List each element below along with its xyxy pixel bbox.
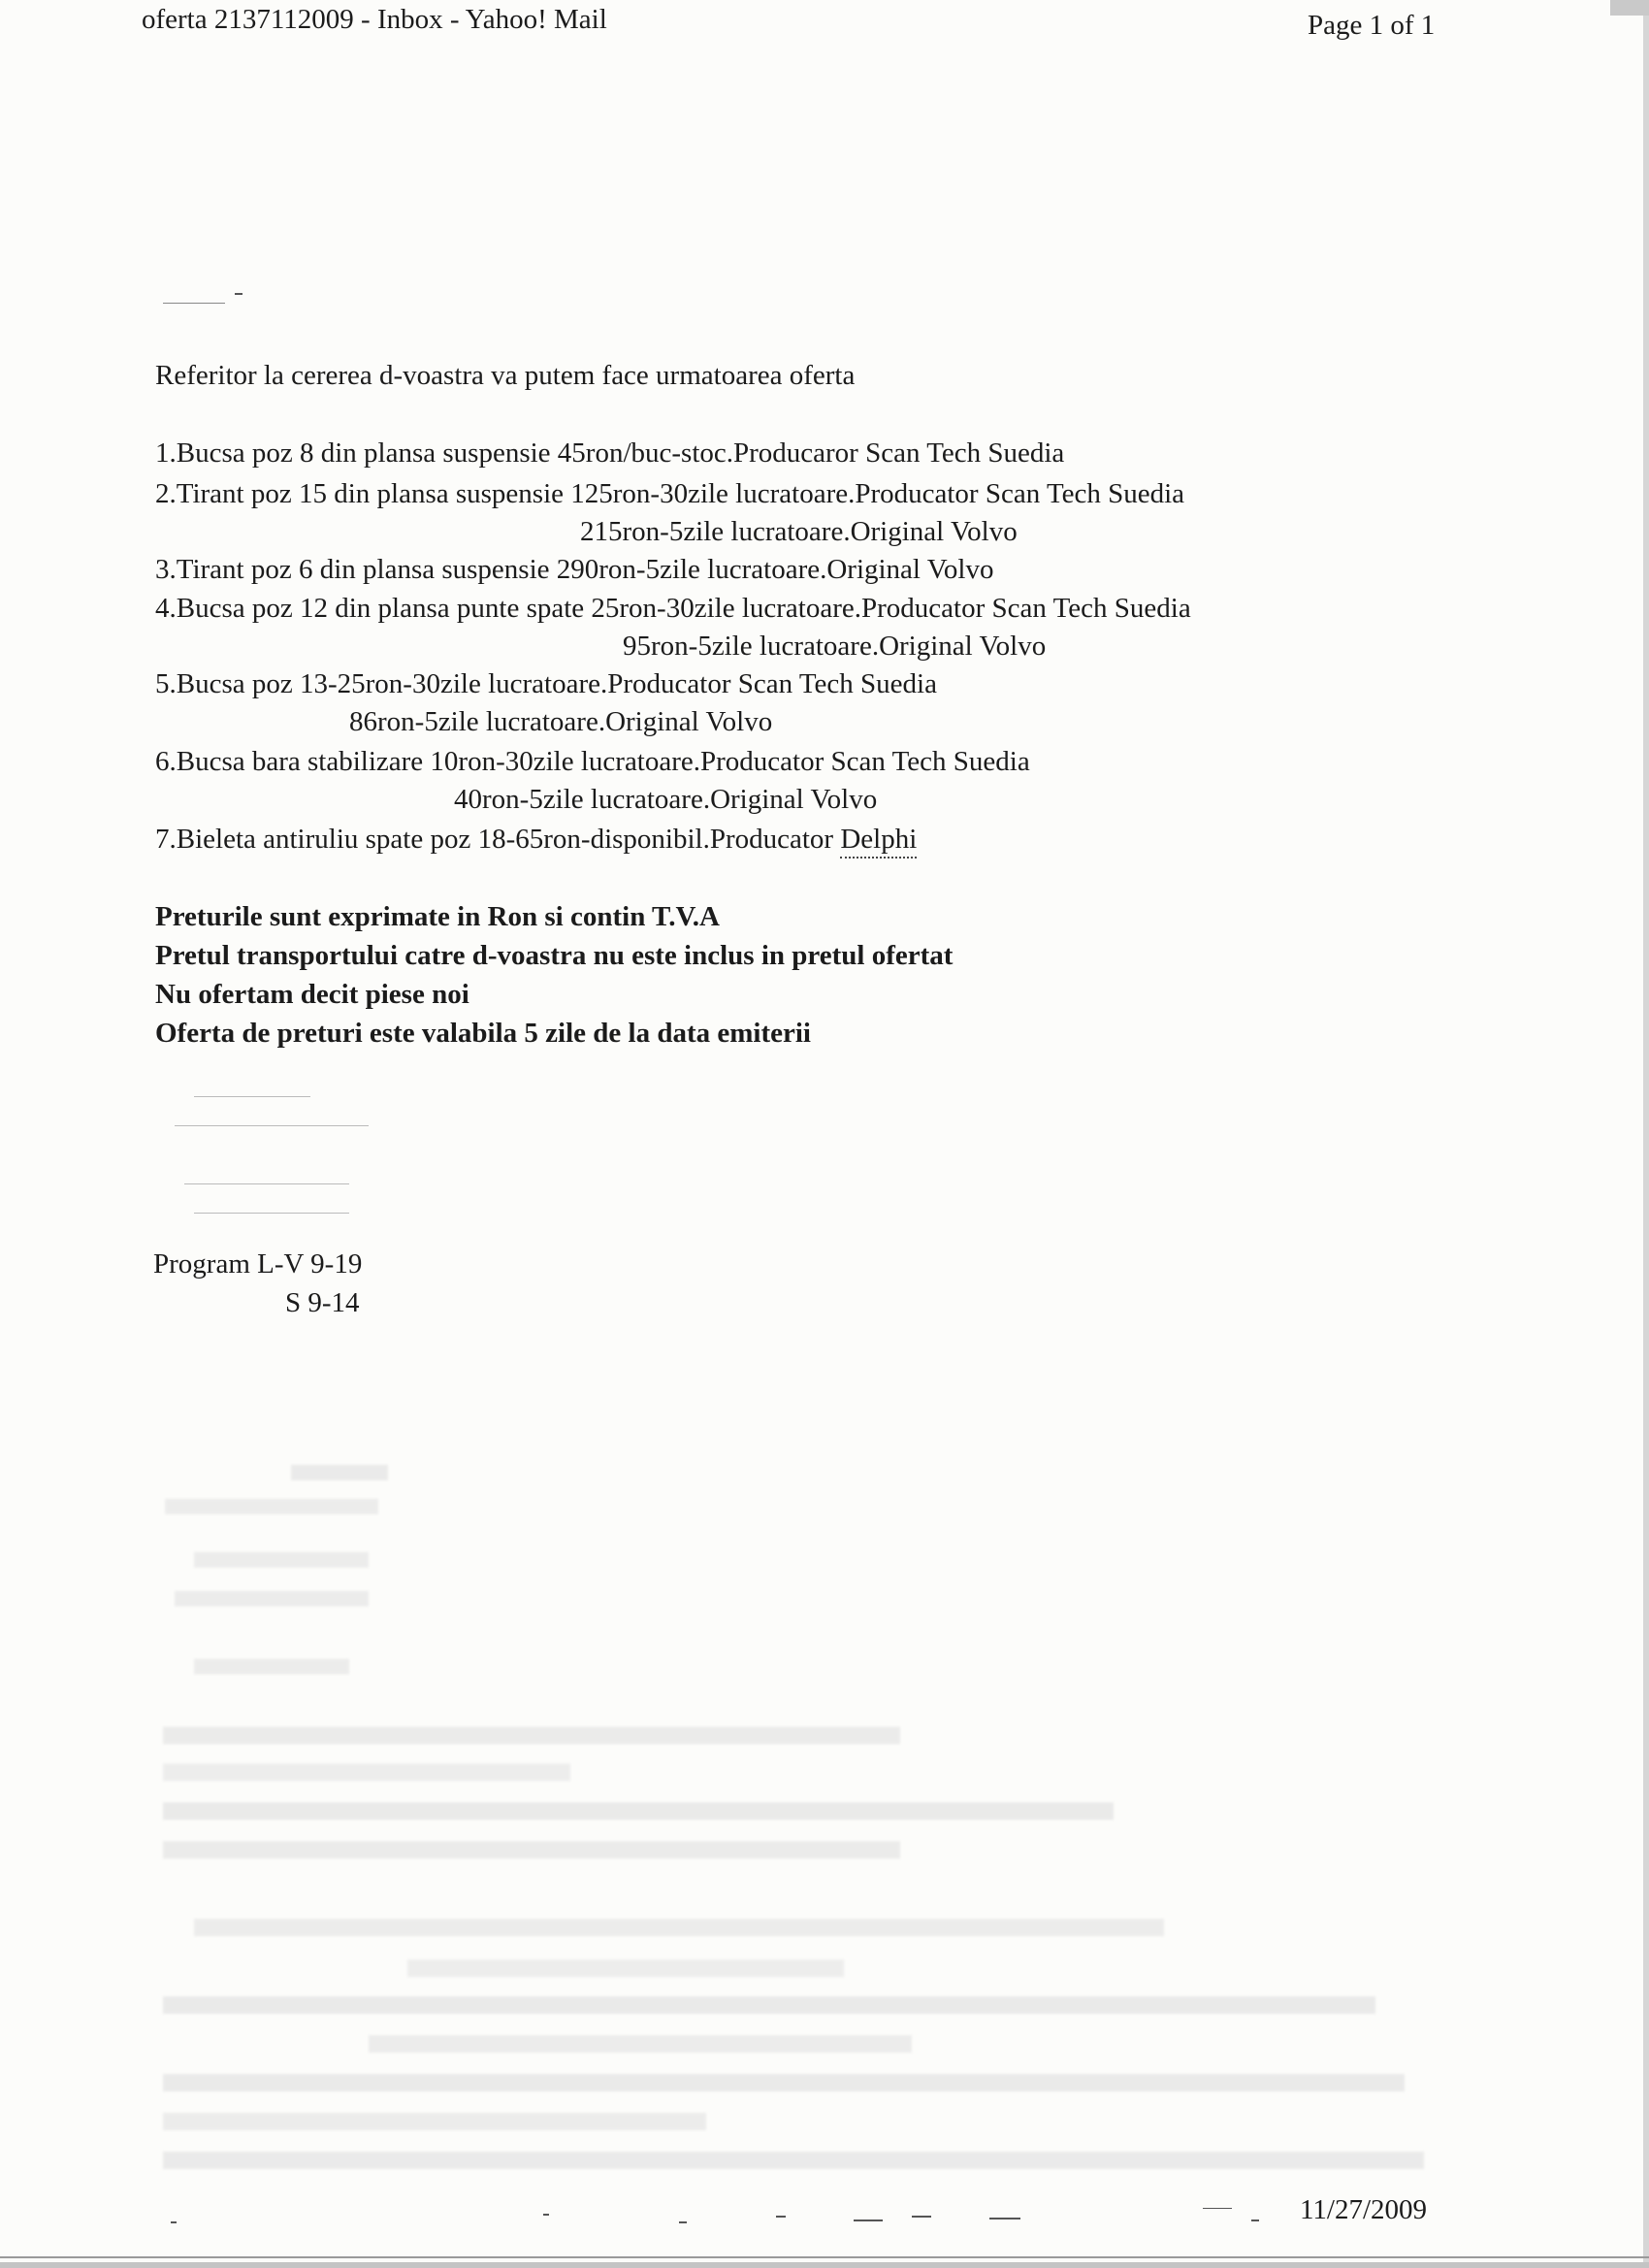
bleed-through [369,2035,912,2053]
note-line: Pretul transportului catre d-voastra nu este inclus in pretul ofertat [155,940,954,971]
bleed-through [175,1591,369,1606]
offer-item: 3.Tirant poz 6 din plansa suspensie 290ron-5zile lucratoare.Original Volvo [155,554,994,585]
bleed-through [291,1465,388,1480]
offer-item [155,821,917,858]
bleed-through [163,1764,570,1781]
redaction-mark [679,2221,687,2223]
offer-item-continuation: 95ron-5zile lucratoare.Original Volvo [623,631,1047,662]
intro-text: Referitor la cererea d-voastra va putem face urmatoarea oferta [155,360,856,391]
redaction-mark [543,2214,549,2216]
bleed-through [163,1996,1375,2014]
redaction-mark [1251,2219,1259,2221]
print-date: 11/27/2009 [1300,2194,1428,2225]
email-title: oferta 2137112009 - Inbox - Yahoo! Mail [142,4,607,35]
offer-item: 5.Bucsa poz 13-25ron-30zile lucratoare.Producator Scan Tech Suedia [155,668,937,699]
redaction-mark [1203,2208,1232,2209]
bleed-through [163,1841,900,1859]
bleed-through [194,1919,1164,1936]
redaction-mark [854,2219,883,2221]
offer-item-continuation: 40ron-5zile lucratoare.Original Volvo [454,784,878,815]
note-line: Nu ofertam decit piese noi [155,979,469,1010]
redaction-mark [175,1125,369,1126]
bleed-through [194,1552,369,1568]
redaction-mark [194,1096,310,1097]
scan-edge-bottom [0,2262,1649,2268]
note-line: Oferta de preturi este valabila 5 zile de la data emiterii [155,1018,811,1049]
bleed-through [163,2074,1405,2091]
bleed-through [407,1960,844,1977]
offer-item-continuation: 215ron-5zile lucratoare.Original Volvo [580,516,1018,547]
offer-item: 4.Bucsa poz 12 din plansa punte spate 25ron-30zile lucratoare.Producator Scan Tech Suedia [155,593,1191,624]
redaction-mark [235,293,242,295]
redaction-mark [184,1183,349,1184]
offer-item: 2.Tirant poz 15 din plansa suspensie 125ron-30zile lucratoare.Producator Scan Tech Suedia [155,478,1185,509]
bleed-through [163,1802,1114,1820]
scan-edge-bottom-line [0,2256,1649,2258]
note-line: Preturile sunt exprimate in Ron si contin T.V.A [155,901,720,932]
redaction-mark [989,2218,1020,2219]
redaction-mark [194,1213,349,1214]
page-indicator: Page 1 of 1 [1308,10,1436,41]
bleed-through [194,1659,349,1674]
redaction-mark [776,2216,786,2218]
scan-edge-right [1643,0,1649,2268]
bleed-through [163,1727,900,1744]
offer-item-continuation: 86ron-5zile lucratoare.Original Volvo [349,706,773,737]
redaction-mark [912,2216,931,2218]
program-hours-saturday: S 9-14 [285,1287,360,1318]
bleed-through [163,2113,706,2130]
offer-item: 1.Bucsa poz 8 din plansa suspensie 45ron/buc-stoc.Producaror Scan Tech Suedia [155,437,1065,469]
offer-item-text: 7.Bieleta antiruliu spate poz 18-65ron-disponibil.Producator [155,824,834,855]
redaction-mark [171,2221,177,2223]
delphi-link[interactable]: Delphi [840,824,917,859]
offer-item: 6.Bucsa bara stabilizare 10ron-30zile lucratoare.Producator Scan Tech Suedia [155,746,1030,777]
redaction-mark [163,303,225,304]
program-hours: Program L-V 9-19 [153,1248,363,1280]
scan-corner [1610,0,1649,16]
bleed-through [165,1499,378,1514]
bleed-through [163,2152,1424,2169]
